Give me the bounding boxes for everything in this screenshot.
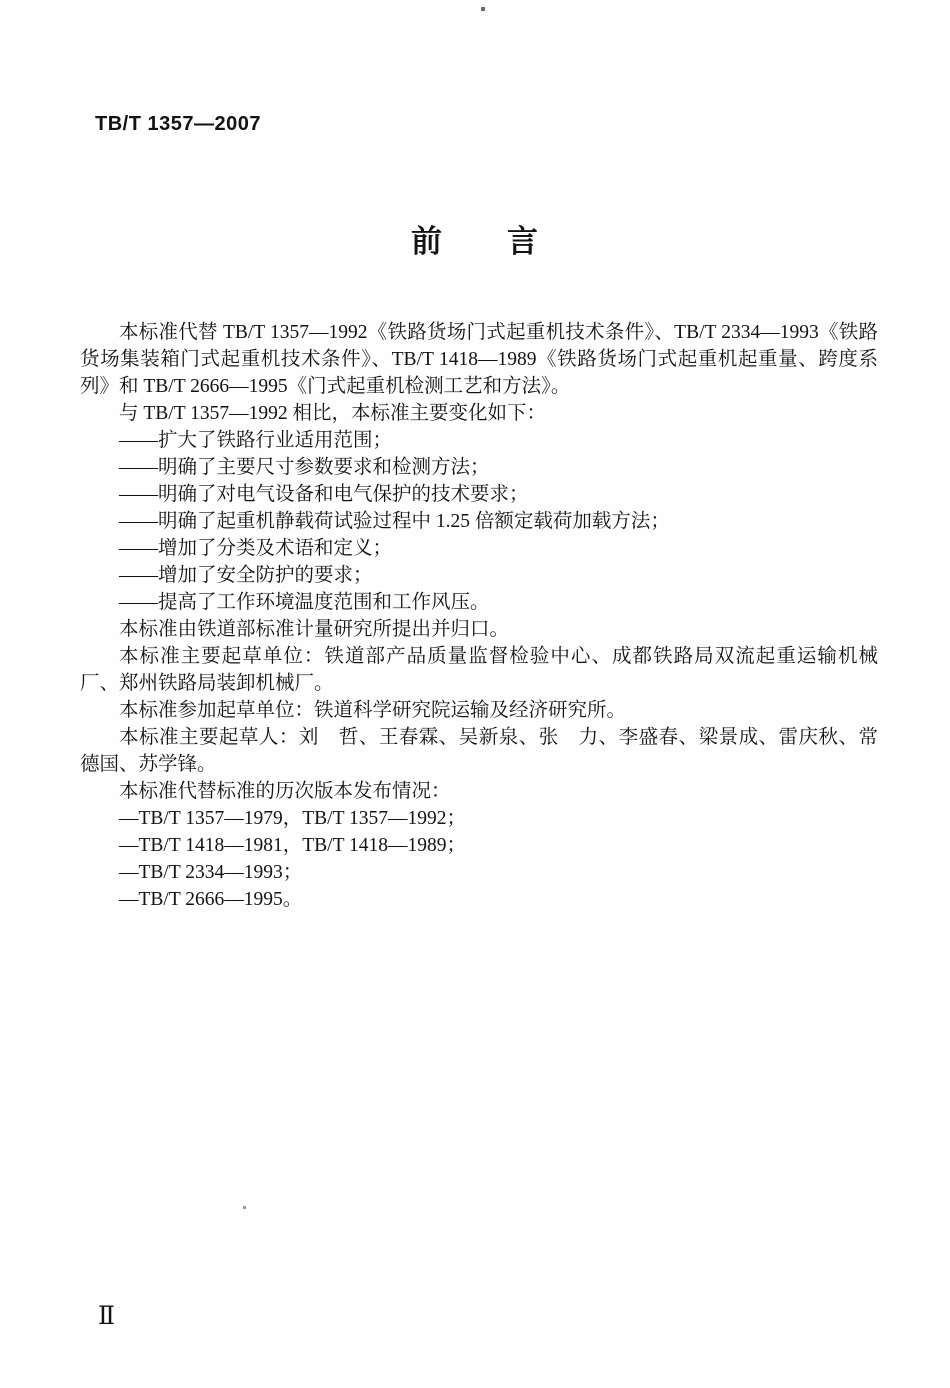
foreword-paragraph: 本标准代替 TB/T 1357—1992《铁路货场门式起重机技术条件》、TB/T 2334—1993《铁路货场集装箱门式起重机技术条件》、TB/T 1418—1989《铁路货场门式起重机起重量、跨度系列》和 TB/T 2666—1995《门式起重机检测工艺和方法》。: [80, 322, 878, 397]
foreword-paragraph: ——明确了对电气设备和电气保护的技术要求；: [119, 484, 529, 505]
foreword-paragraph: —TB/T 2334—1993；: [119, 862, 303, 883]
page-title: 前 言: [411, 224, 539, 259]
foreword-paragraph: ——增加了分类及术语和定义；: [119, 538, 393, 559]
foreword-paragraph: —TB/T 1418—1981，TB/T 1418—1989；: [119, 835, 467, 856]
foreword-paragraph: 本标准代替标准的历次版本发布情况：: [119, 781, 451, 802]
foreword-paragraph: ——扩大了铁路行业适用范围；: [119, 430, 393, 451]
scan-speck: [481, 7, 485, 11]
foreword-paragraph: 本标准主要起草人：刘 哲、王春霖、吴新泉、张 力、李盛春、梁景成、雷庆秋、常德国、苏学锋。: [80, 727, 878, 775]
foreword-body: [80, 319, 878, 913]
foreword-paragraph: ——明确了主要尺寸参数要求和检测方法；: [119, 457, 490, 478]
scan-speck: [243, 1206, 246, 1209]
foreword-paragraph: 与 TB/T 1357—1992 相比，本标准主要变化如下：: [119, 403, 547, 424]
foreword-paragraph: ——提高了工作环境温度范围和工作风压。: [119, 592, 490, 613]
foreword-paragraph: 本标准参加起草单位：铁道科学研究院运输及经济研究所。: [119, 700, 627, 721]
foreword-paragraph: 本标准由铁道部标准计量研究所提出并归口。: [119, 619, 510, 640]
foreword-paragraph: —TB/T 2666—1995。: [119, 889, 303, 910]
foreword-paragraph: —TB/T 1357—1979，TB/T 1357—1992；: [119, 808, 467, 829]
foreword-paragraph: ——明确了起重机静载荷试验过程中 1.25 倍额定载荷加载方法；: [119, 511, 670, 532]
foreword-paragraph: ——增加了安全防护的要求；: [119, 565, 373, 586]
page-number: Ⅱ: [98, 1303, 115, 1330]
foreword-paragraph: 本标准主要起草单位：铁道部产品质量监督检验中心、成都铁路局双流起重运输机械厂、郑州铁路局装卸机械厂。: [80, 646, 878, 694]
standard-number: TB/T 1357—2007: [95, 113, 261, 135]
